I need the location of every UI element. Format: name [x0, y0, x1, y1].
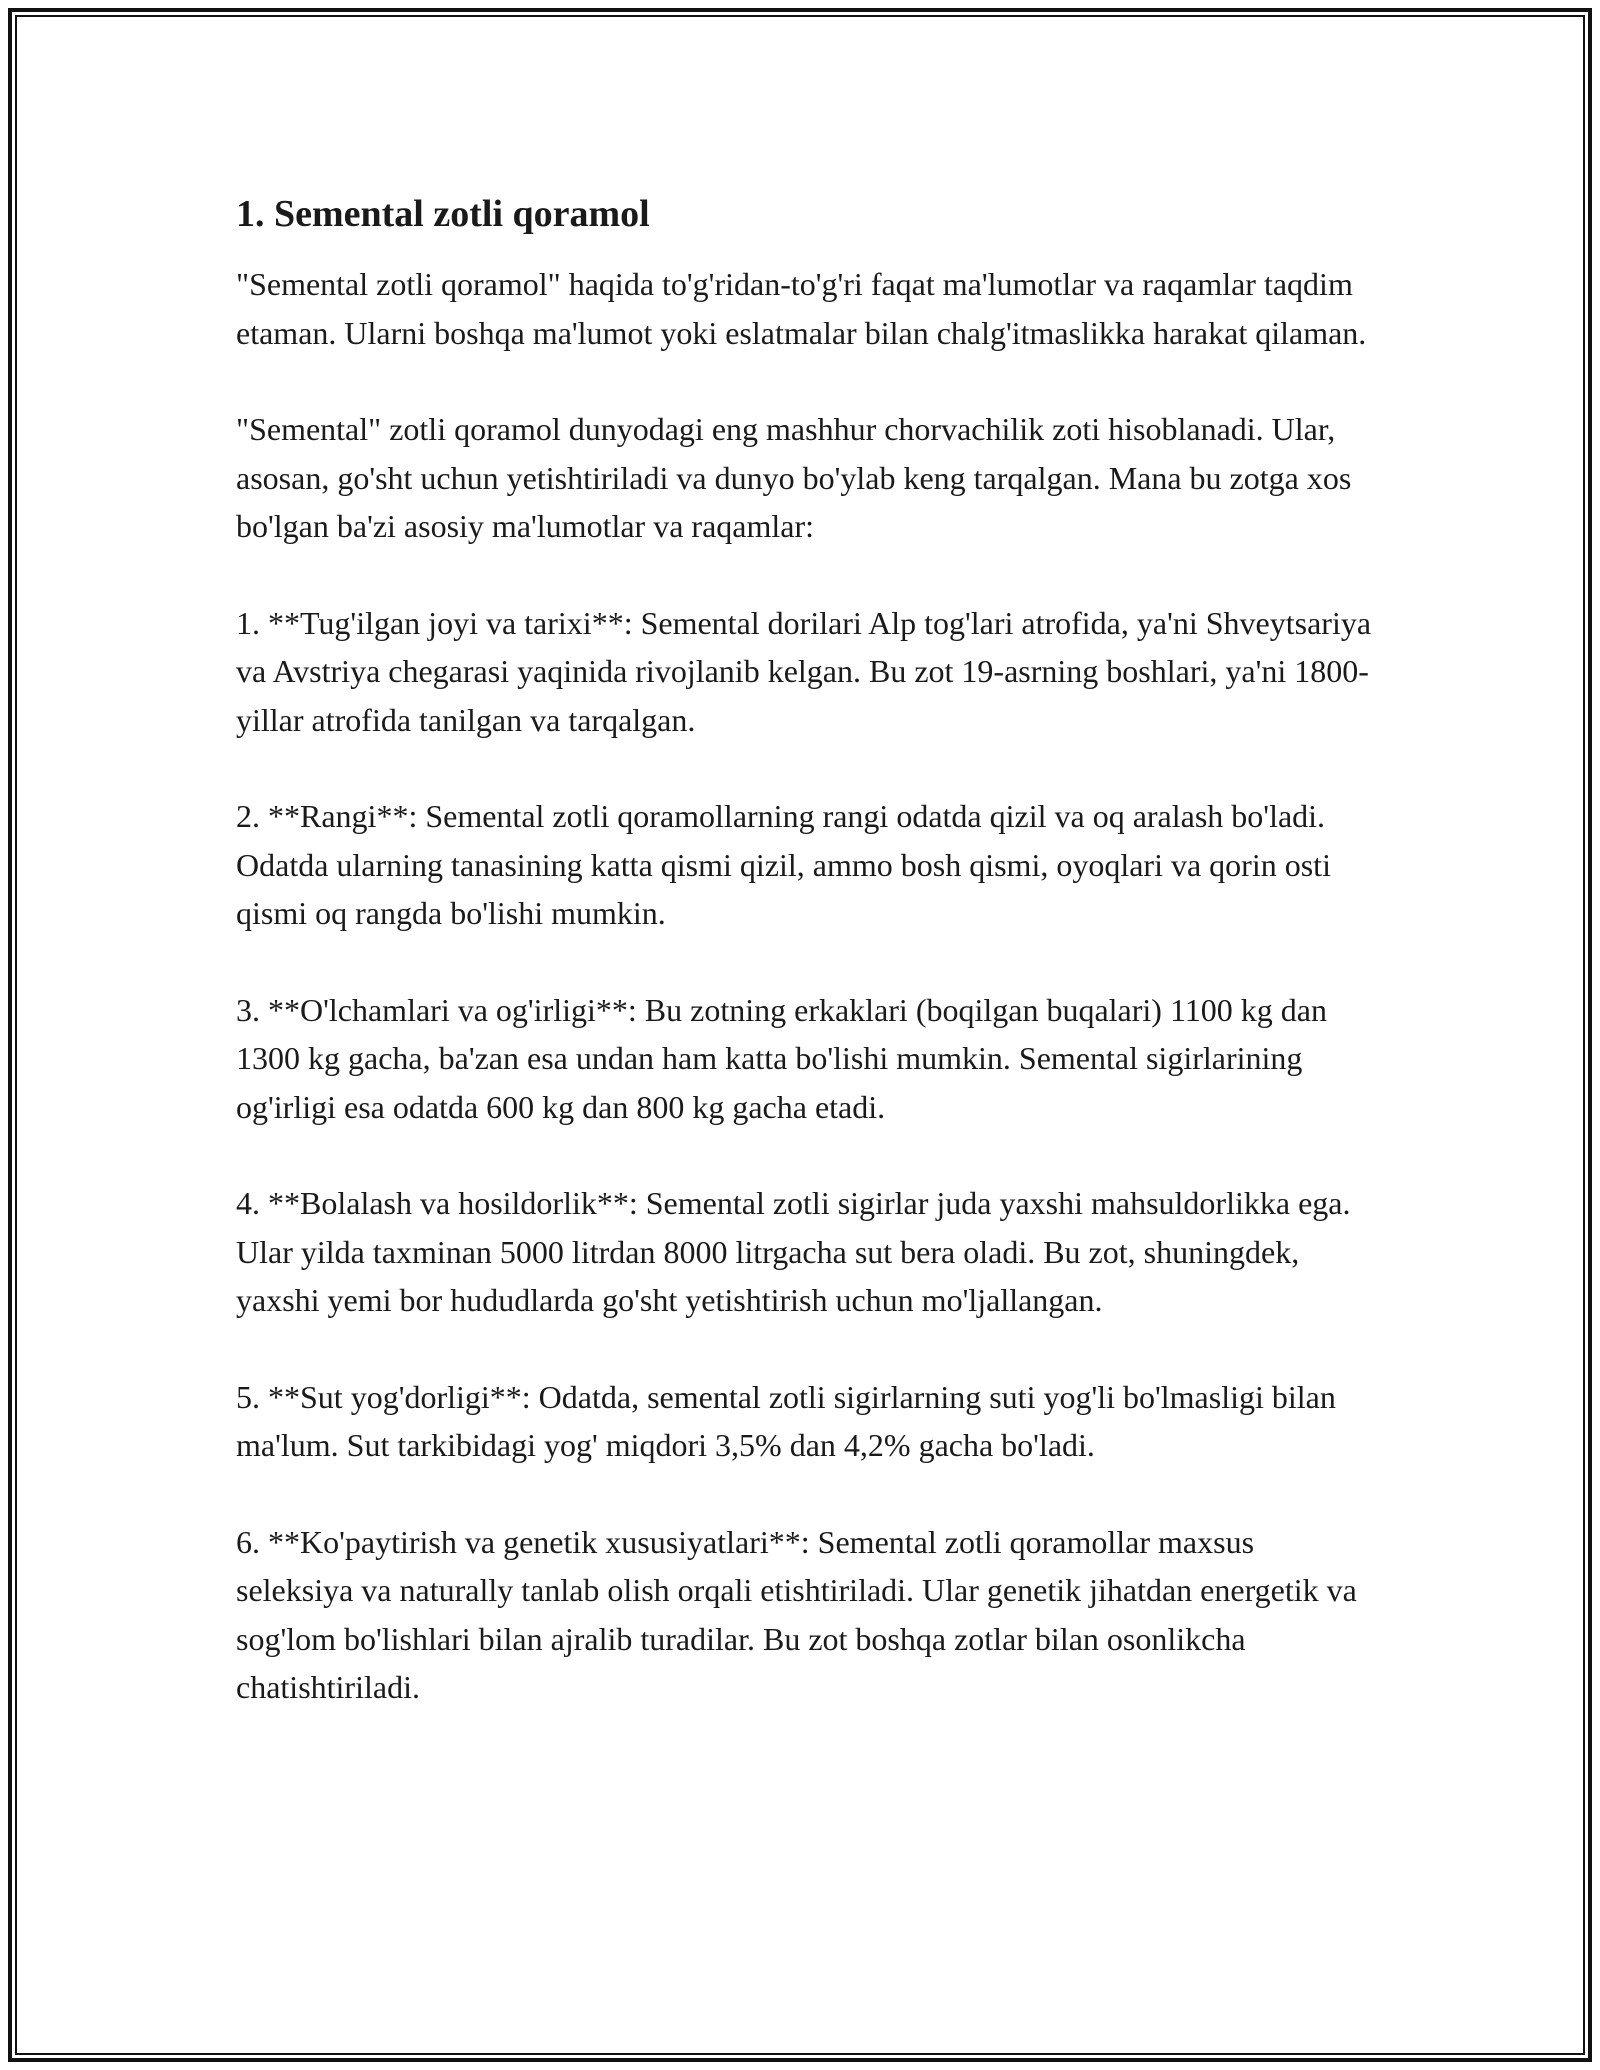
- list-item-milk-fat: 5. **Sut yog'dorligi**: Odatda, semental zotli sigirlarning suti yog'li bo'lmasligi bilan ma'lum. Sut tarkibidagi yog' miqdori 3,5% dan 4,2% gacha bo'ladi.: [236, 1378, 1336, 1463]
- list-item-breeding-genetics: 6. **Ko'paytirish va genetik xususiyatlari**: Semental zotli qoramollar maxsus seleksiya va naturally tanlab olish orqali etishtiriladi. Ular genetik jihatdan energetik va sog'lom bo'lishlari bilan ajralib turadilar. Bu zot boshqa zotlar bilan osonlikcha chatishtiriladi.: [236, 1523, 1357, 1705]
- list-item-productivity: 4. **Bolalash va hosildorlik**: Semental zotli sigirlar juda yaxshi mahsuldorlikka ega. Ular yilda taxminan 5000 litrdan 8000 litrgacha sut bera oladi. Bu zot, shuningdek, yaxshi yemi bor hududlarda go'sht yetishtirish uchun mo'ljallangan.: [236, 1185, 1351, 1318]
- overview-paragraph: "Semental" zotli qoramol dunyodagi eng mashhur chorvachilik zoti hisoblanadi. Ular, asosan, go'sht uchun yetishtiriladi va dunyo bo'ylab keng tarqalgan. Mana bu zotga xos bo'lgan ba'zi asosiy ma'lumotlar va raqamlar:: [236, 411, 1352, 544]
- list-item-size-weight: 3. **O'lchamlari va og'irligi**: Bu zotning erkaklari (boqilgan buqalari) 1100 kg dan 1300 kg gacha, ba'zan esa undan ham katta bo'lishi mumkin. Semental sigirlarining og'irligi esa odatda 600 kg dan 800 kg gacha etadi.: [236, 991, 1327, 1125]
- document-body: [236, 186, 1376, 1760]
- intro-paragraph: "Semental zotli qoramol" haqida to'g'ridan-to'g'ri faqat ma'lumotlar va raqamlar taqdim etaman. Ularni boshqa ma'lumot yoki eslatmalar bilan chalg'itmaslikka harakat qilaman.: [236, 266, 1367, 351]
- list-item-color: 2. **Rangi**: Semental zotli qoramollarning rangi odatda qizil va oq aralash bo'ladi. Odatda ularning tanasining katta qismi qizil, ammo bosh qismi, oyoqlari va qorin osti qismi oq rangda bo'lishi mumkin.: [236, 798, 1331, 931]
- document-title: 1. Semental zotli qoramol: [236, 193, 650, 235]
- list-item-origin: 1. **Tug'ilgan joyi va tarixi**: Semental dorilari Alp tog'lari atrofida, ya'ni Shveytsariya va Avstriya chegarasi yaqinida rivojlanib kelgan. Bu zot 19-asrning boshlari, ya'ni 1800-yillar atrofida tanilgan va tarqalgan.: [236, 604, 1372, 738]
